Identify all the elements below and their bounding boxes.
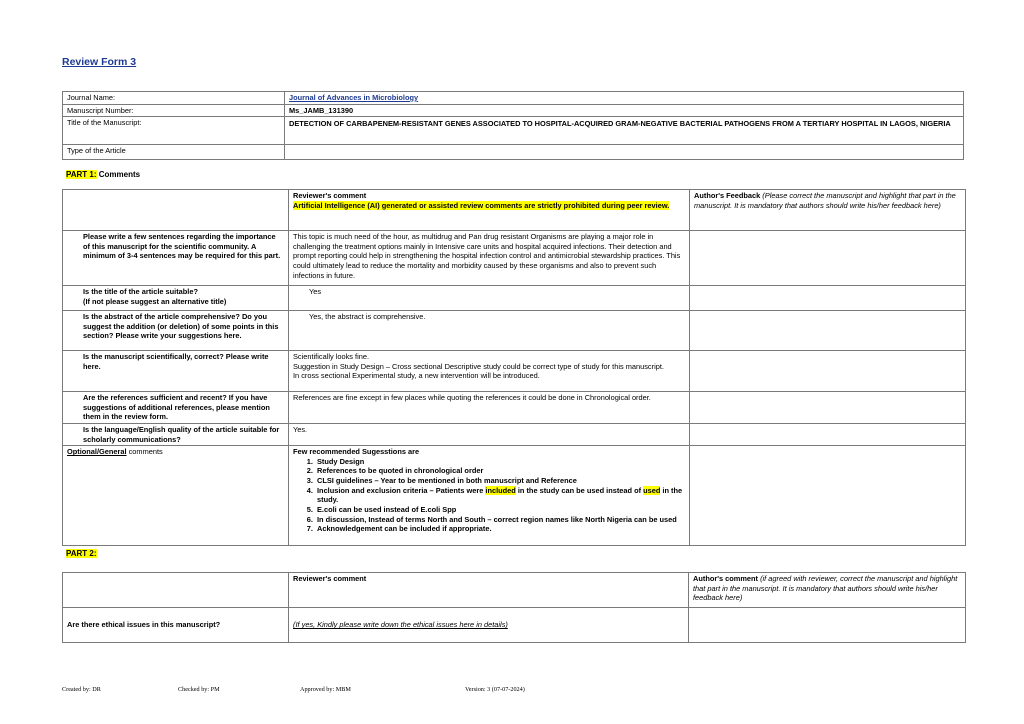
footer-checked: Checked by: PM xyxy=(178,686,220,693)
part1-label-suffix: Comments xyxy=(96,170,141,179)
author-feedback-language[interactable] xyxy=(690,423,966,445)
list-item: 2. References to be quoted in chronological order xyxy=(315,466,685,476)
criterion-title: Is the title of the article suitable? (If not please suggest an alternative title) xyxy=(63,286,289,311)
article-type-label: Type of the Article xyxy=(63,145,285,160)
part1-heading xyxy=(66,170,140,180)
table-row xyxy=(63,608,966,643)
table-row xyxy=(63,446,966,546)
part1-header-row xyxy=(63,190,966,231)
optional-general-label: Optional/General xyxy=(67,447,127,457)
criterion-importance: Please write a few sentences regarding the importance of this manuscript for the scientific community. A minimum of 3-4 sentences may be required for this part. xyxy=(63,231,289,286)
author-feedback-abstract[interactable] xyxy=(690,311,966,351)
optional-comments-content xyxy=(289,446,690,546)
journal-name-label: Journal Name: xyxy=(63,92,285,105)
table-row xyxy=(63,231,966,286)
manuscript-number-label: Manuscript Number: xyxy=(63,104,285,117)
list-item: 5. E.coli can be used instead of E.coli Spp xyxy=(315,505,685,515)
author-feedback-scientific[interactable] xyxy=(690,351,966,392)
part2-heading xyxy=(66,549,97,559)
suggestions-intro: Few recommended Sugesstions are xyxy=(293,447,420,457)
highlight-included: included xyxy=(485,485,516,495)
comment-importance: This topic is much need of the hour, as multidrug and Pan drug resistant Organisms are playing a major role in challenging the treatment options mainly in Intensive care units and hospital acquired infections. Their detection and prompt reporting could help in strengthening the hospital infection control and antimicrobial stewardship practices. This could ultimately lead to reduce the mortality and morbidity caused by these organisms and also to prevent such infections in future. xyxy=(289,231,690,286)
suggestions-list xyxy=(315,457,685,534)
manuscript-info-table xyxy=(62,91,964,160)
info-row-journal xyxy=(63,92,964,105)
part1-comments-table xyxy=(62,189,966,546)
criterion-language: Is the language/English quality of the article suitable for scholarly communications? xyxy=(63,423,289,445)
list-item: 1. Study Design xyxy=(315,457,685,467)
part1-header-blank xyxy=(63,190,289,231)
author-feedback-note: (Please correct the manuscript and highlight that part in the manuscript. It is mandatory that authors should write his/her feedback here) xyxy=(694,191,956,210)
ai-warning: Artificial Intelligence (AI) generated or assisted review comments are strictly prohibited during peer review. xyxy=(293,200,670,210)
list-item: 3. CLSI guidelines – Year to be mentioned in both manuscript and Reference xyxy=(315,476,685,486)
info-row-title xyxy=(63,117,964,145)
comment-scientific-line: In cross sectional Experimental study, a new intervention will be introduced. xyxy=(293,371,540,381)
list-item: 4. Inclusion and exclusion criteria – Patients were included in the study can be used instead of used in the study. xyxy=(315,486,685,505)
comment-scientific-line: Suggestion in Study Design – Cross sectional Descriptive study could be correct type of study for this manuscript. xyxy=(293,361,664,371)
part1-reviewer-header xyxy=(289,190,690,231)
table-row xyxy=(63,423,966,445)
part2-author-header xyxy=(689,573,966,608)
author-feedback-references[interactable] xyxy=(690,392,966,424)
list-item: 7. Acknowledgement can be included if appropriate. xyxy=(315,524,685,534)
comment-title: Yes xyxy=(289,286,690,311)
optional-comments-label xyxy=(63,446,289,546)
author-feedback-optional[interactable] xyxy=(690,446,966,546)
part2-author-title: Author's comment xyxy=(693,574,758,583)
highlight-used: used xyxy=(643,485,661,495)
info-row-manuscript-number xyxy=(63,104,964,117)
part2-reviewer-header: Reviewer's comment xyxy=(289,573,689,608)
table-row xyxy=(63,311,966,351)
list-item: 6. In discussion, Instead of terms North and South – correct region names like North Nigeria can be used xyxy=(315,515,685,525)
part2-label: PART 2: xyxy=(66,549,97,558)
comment-references: References are fine except in few places while quoting the references it could be done in Chronological order. xyxy=(289,392,690,424)
criterion-abstract: Is the abstract of the article comprehensive? Do you suggest the addition (or deletion) of some points in this section? Please write your suggestions here. xyxy=(63,311,289,351)
footer-created: Created by: DR xyxy=(62,686,101,693)
table-row xyxy=(63,351,966,392)
manuscript-title-label: Title of the Manuscript: xyxy=(63,117,285,145)
criterion-references: Are the references sufficient and recent? If you have suggestions of additional references, please mention them in the review form. xyxy=(63,392,289,424)
part2-author-note: (if agreed with reviewer, correct the manuscript and highlight that part in the manuscript. It is mandatory that authors should write his/her feedback here) xyxy=(693,574,958,603)
part1-author-header xyxy=(690,190,966,231)
article-type-value[interactable] xyxy=(285,145,964,160)
manuscript-title-value: DETECTION OF CARBAPENEM-RESISTANT GENES ASSOCIATED TO HOSPITAL-ACQUIRED GRAM-NEGATIVE BACTERIAL PATHOGENS FROM A TERTIARY HOSPITAL IN LAGOS, NIGERIA xyxy=(285,117,964,145)
footer-version: Version: 3 (07-07-2024) xyxy=(465,686,525,693)
info-row-article-type xyxy=(63,145,964,160)
part2-header-row xyxy=(63,573,966,608)
manuscript-number-value: Ms_JAMB_131390 xyxy=(285,104,964,117)
part2-table xyxy=(62,572,966,643)
criterion-scientific: Is the manuscript scientifically, correct? Please write here. xyxy=(63,351,289,392)
author-feedback-importance[interactable] xyxy=(690,231,966,286)
part2-header-blank xyxy=(63,573,289,608)
table-row xyxy=(63,286,966,311)
part1-label: PART 1: xyxy=(66,170,97,179)
comment-scientific xyxy=(289,351,690,392)
author-feedback-title-cell[interactable] xyxy=(690,286,966,311)
reviewer-comment-title: Reviewer's comment xyxy=(293,191,367,200)
ethical-issues-question: Are there ethical issues in this manuscript? xyxy=(63,608,289,643)
footer-approved: Approved by: MBM xyxy=(300,686,351,693)
comment-scientific-line: Scientifically looks fine. xyxy=(293,352,369,361)
form-title: Review Form 3 xyxy=(62,56,137,68)
part2-author-comment[interactable] xyxy=(689,608,966,643)
optional-comments-suffix: comments xyxy=(126,447,163,457)
comment-language: Yes. xyxy=(289,423,690,445)
table-row xyxy=(63,392,966,424)
comment-abstract: Yes, the abstract is comprehensive. xyxy=(289,311,690,351)
journal-name-link[interactable]: Journal of Advances in Microbiology xyxy=(289,93,419,102)
ethical-issues-answer[interactable]: (If yes, Kindly please write down the ethical issues here in details) xyxy=(289,608,689,643)
author-feedback-title: Author's Feedback xyxy=(694,191,761,200)
